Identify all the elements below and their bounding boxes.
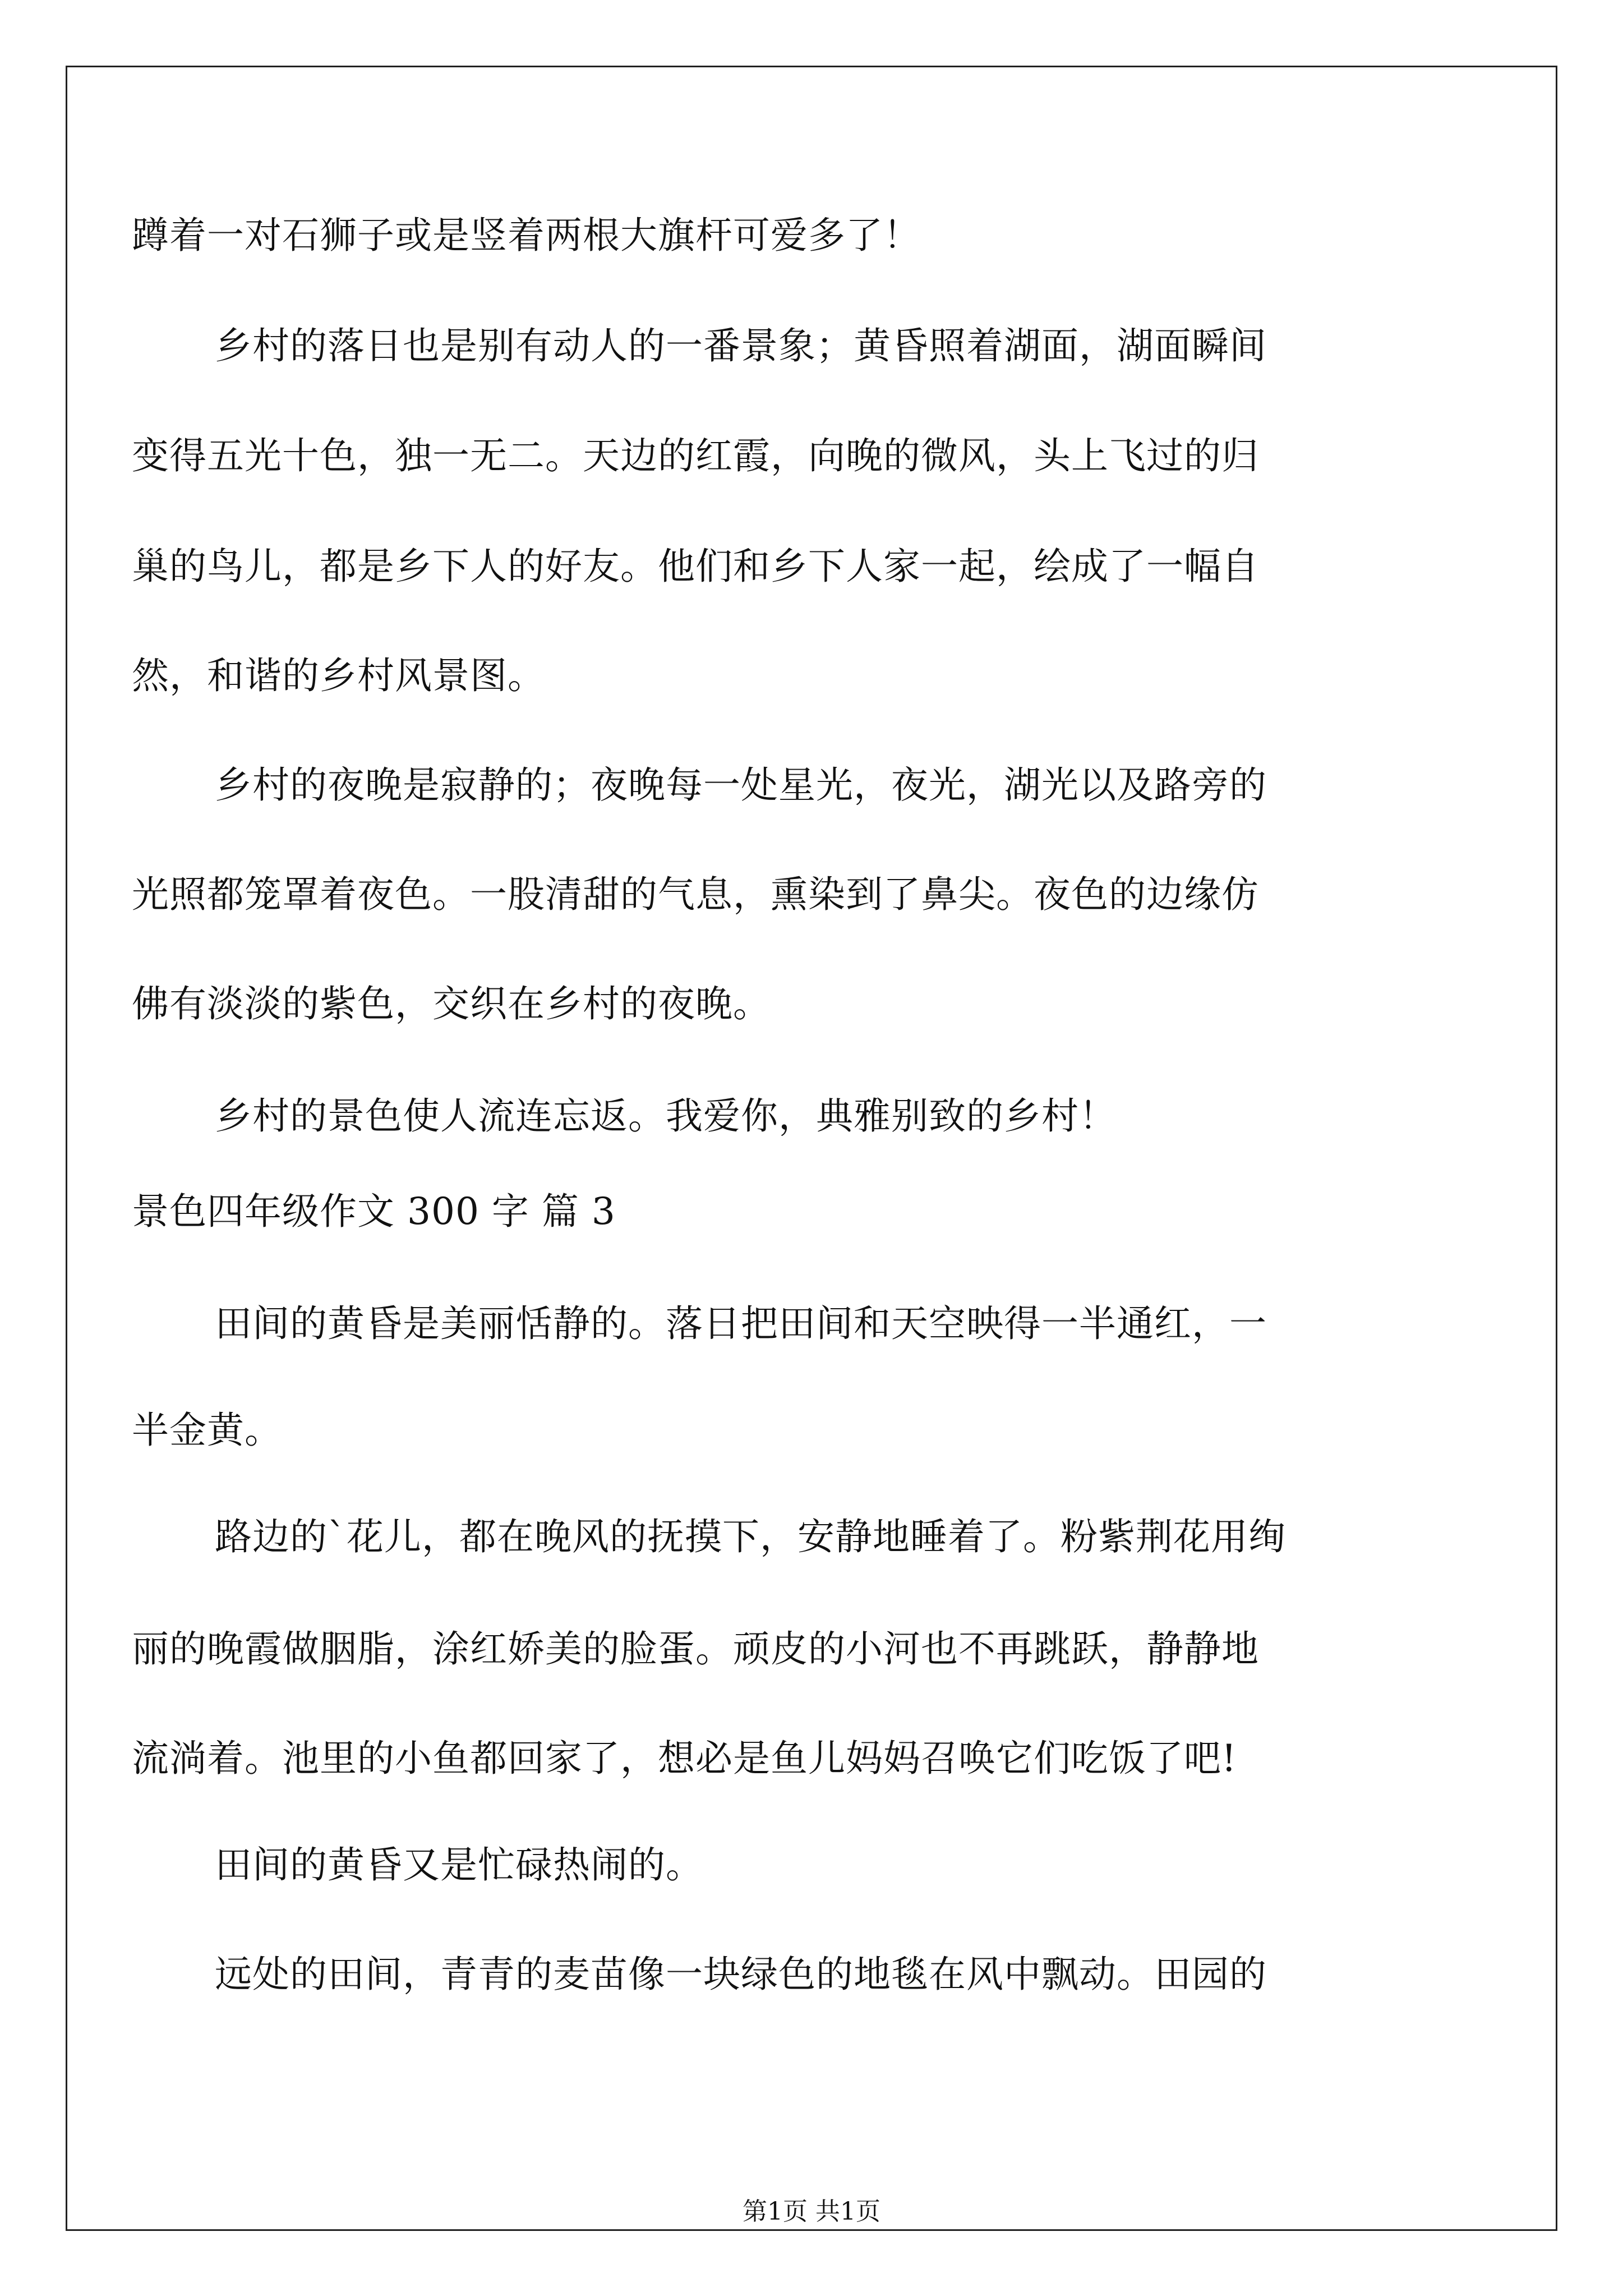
- text-line-6: 乡村的夜晚是寂静的；夜晚每一处星光，夜光，湖光以及路旁的: [215, 763, 1267, 807]
- section-heading: 景色四年级作文 300 字 篇 3: [132, 1190, 616, 1233]
- text-line-13: 路边的`花儿，都在晚风的抚摸下，安静地睡着了。粉紫荆花用绚: [215, 1515, 1286, 1558]
- text-line-1: 蹲着一对石狮子或是竖着两根大旗杆可爱多了！: [132, 214, 921, 257]
- text-line-15: 流淌着。池里的小鱼都回家了，想必是鱼儿妈妈召唤它们吃饭了吧!: [132, 1737, 1237, 1780]
- text-line-14: 丽的晚霞做胭脂，涂红娇美的脸蛋。顽皮的小河也不再跳跃，静静地: [132, 1627, 1259, 1671]
- page-footer: 第1页 共1页: [743, 2197, 880, 2226]
- text-line-4: 巢的鸟儿，都是乡下人的好友。他们和乡下人家一起，绘成了一幅自: [132, 545, 1259, 588]
- text-line-7: 光照都笼罩着夜色。一股清甜的气息，熏染到了鼻尖。夜色的边缘仿: [132, 873, 1259, 916]
- text-line-16: 田间的黄昏又是忙碌热闹的。: [215, 1843, 703, 1887]
- text-line-2: 乡村的落日也是别有动人的一番景象；黄昏照着湖面，湖面瞬间: [215, 324, 1267, 367]
- text-line-9: 乡村的景色使人流连忘返。我爱你，典雅别致的乡村！: [215, 1094, 1117, 1138]
- page-border: [66, 66, 1557, 2231]
- text-line-11: 田间的黄昏是美丽恬静的。落日把田间和天空映得一半通红，一: [215, 1302, 1267, 1345]
- text-line-17: 远处的田间，青青的麦苗像一块绿色的地毯在风中飘动。田园的: [215, 1953, 1267, 1996]
- text-line-5: 然，和谐的乡村风景图。: [132, 654, 545, 697]
- text-line-8: 佛有淡淡的紫色，交织在乡村的夜晚。: [132, 982, 771, 1025]
- text-line-12: 半金黄。: [132, 1409, 282, 1452]
- text-line-3: 变得五光十色，独一无二。天边的红霞，向晚的微风，头上飞过的归: [132, 434, 1259, 477]
